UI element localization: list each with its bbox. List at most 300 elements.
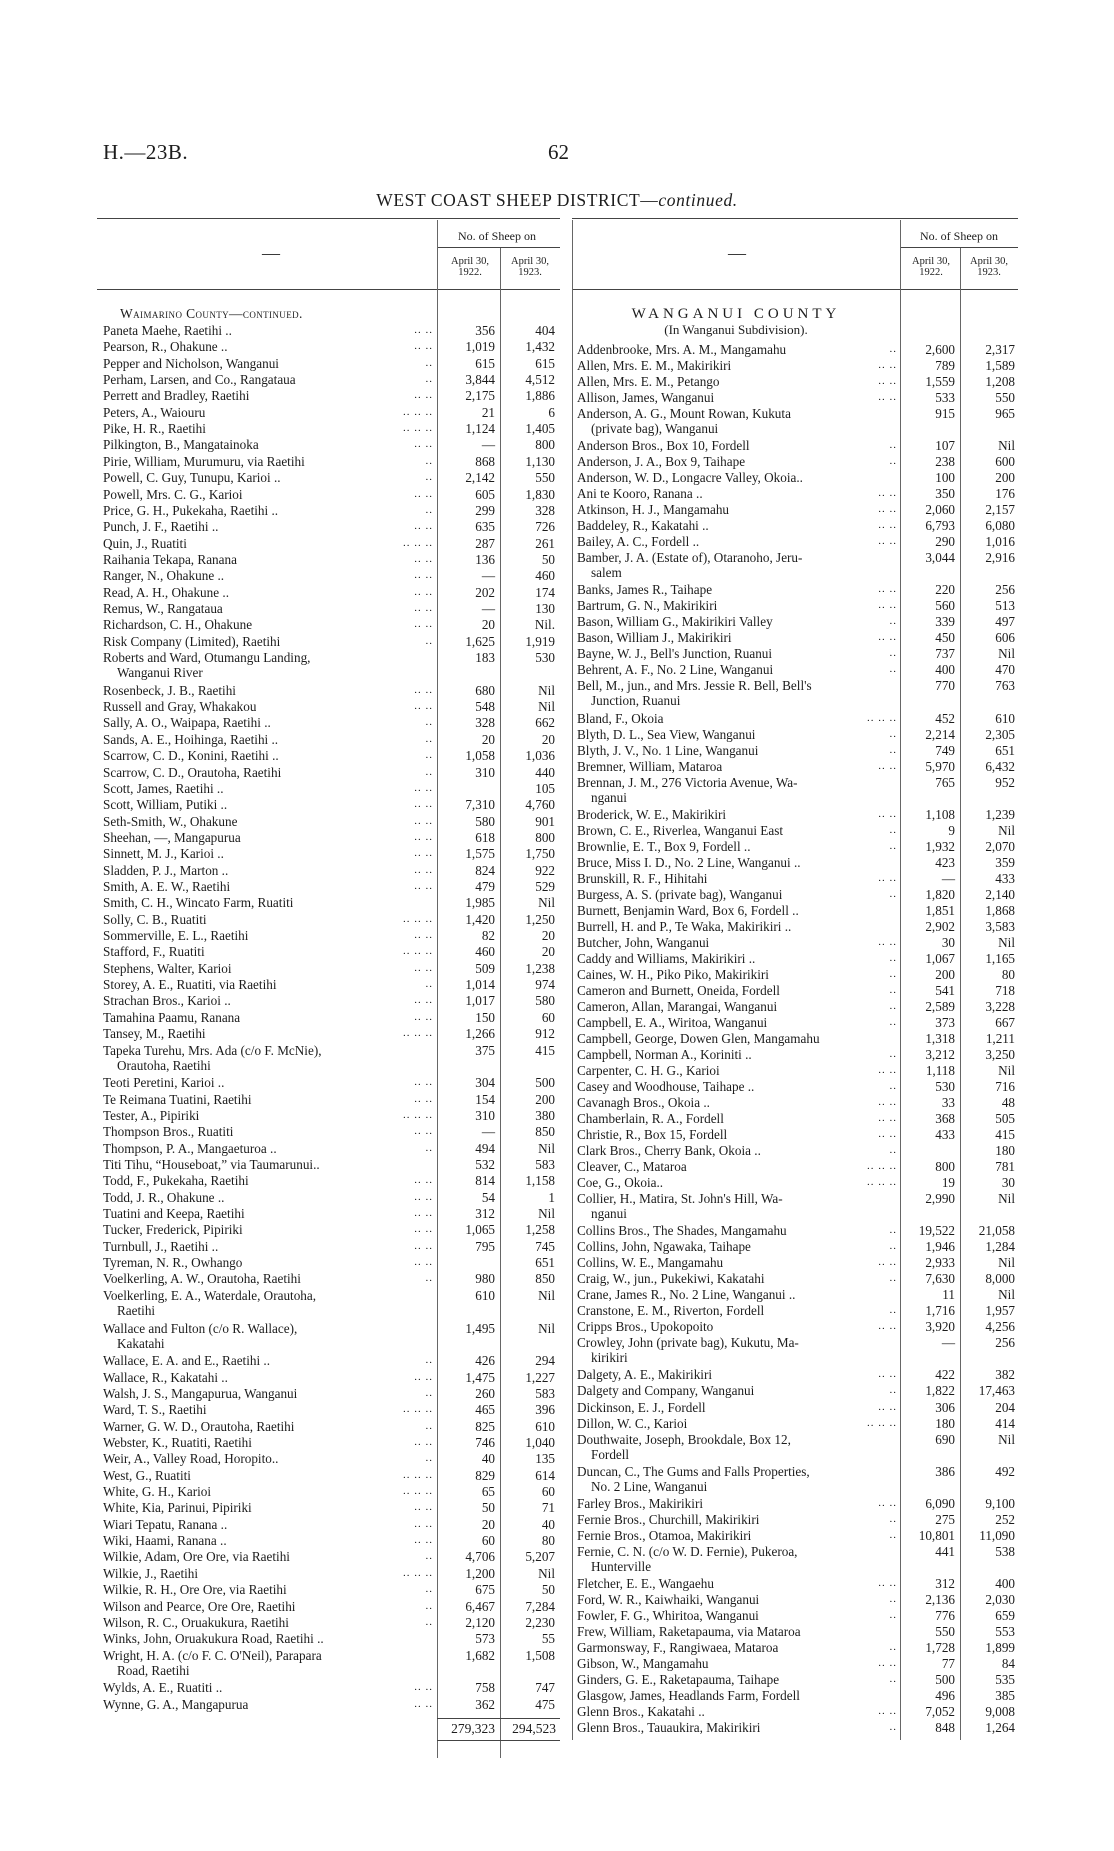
right-table-row xyxy=(577,855,1018,870)
sheep-1923: 529 xyxy=(535,879,555,894)
owner-name: Todd, J. R., Ohakune .. xyxy=(103,1190,225,1205)
sheep-1922: 825 xyxy=(475,1419,495,1434)
left-table-row xyxy=(103,1402,560,1417)
owner-name: Caines, W. H., Piko Piko, Makirikiri xyxy=(577,967,769,982)
sheep-1922: 433 xyxy=(935,1127,955,1142)
left-table-row xyxy=(103,1484,560,1499)
sheep-1922: 100 xyxy=(935,470,955,485)
sheep-1922: 605 xyxy=(475,487,495,502)
right-table-row xyxy=(577,727,1018,742)
leader-dots: .. xyxy=(425,1452,433,1464)
left-table-row xyxy=(103,339,560,354)
leader-dots: .. .. xyxy=(414,1011,433,1023)
sheep-1923: 475 xyxy=(535,1697,555,1712)
sheep-1922: — xyxy=(481,568,495,583)
sheep-1922: 500 xyxy=(935,1672,955,1687)
owner-name: Titi Tihu, “Houseboat,” via Taumarunui.. xyxy=(103,1157,320,1172)
sheep-1923: 7,284 xyxy=(525,1599,555,1614)
left-table-row xyxy=(103,1451,560,1466)
right-table-row xyxy=(577,598,1018,613)
owner-name: Perham, Larsen, and Co., Rangataua xyxy=(103,372,296,387)
owner-name: Brown, C. E., Riverlea, Wanganui East xyxy=(577,823,783,838)
sheep-1922: 400 xyxy=(935,662,955,677)
sheep-1922: 2,933 xyxy=(925,1255,955,1270)
right-top-rule xyxy=(572,218,1018,219)
leader-dots: .. .. xyxy=(878,391,897,403)
leader-dots: .. .. xyxy=(414,1076,433,1088)
left-table-row xyxy=(103,1026,560,1041)
sheep-1922: 260 xyxy=(475,1386,495,1401)
leader-dots: .. xyxy=(889,888,897,900)
sheep-1922: 465 xyxy=(475,1402,495,1417)
sheep-1922: 50 xyxy=(481,1500,495,1515)
sheep-1922: 615 xyxy=(475,356,495,371)
owner-name: Brunskill, R. F., Hihitahi xyxy=(577,871,708,886)
sheep-1922: 848 xyxy=(935,1720,955,1735)
sheep-1923: 6,432 xyxy=(985,759,1015,774)
sheep-1922: 368 xyxy=(935,1111,955,1126)
right-header-col1 xyxy=(902,256,960,278)
leader-dots: .. xyxy=(889,952,897,964)
owner-name: Blyth, D. L., Sea View, Wanganui xyxy=(577,727,756,742)
owner-name-continuation: No. 2 Line, Wanganui xyxy=(591,1479,708,1494)
left-top-rule xyxy=(97,218,560,219)
owner-name: Todd, F., Pukekaha, Raetihi xyxy=(103,1173,249,1188)
owner-name: Allen, Mrs. E. M., Petango xyxy=(577,374,720,389)
sheep-1922: 362 xyxy=(475,1697,495,1712)
sheep-1923: 505 xyxy=(995,1111,1015,1126)
left-table-row xyxy=(103,1124,560,1139)
right-header-col2 xyxy=(960,256,1018,278)
owner-name: Wilkie, R. H., Ore Ore, via Raetihi xyxy=(103,1582,287,1597)
sheep-1922: 560 xyxy=(935,598,955,613)
leader-dots: .. .. xyxy=(878,519,897,531)
left-table-row xyxy=(103,846,560,861)
sheep-1923: 1,957 xyxy=(985,1303,1015,1318)
sheep-1923: 600 xyxy=(995,454,1015,469)
sheep-1923: 80 xyxy=(1001,967,1015,982)
owner-name: Wiari Tepatu, Ranana .. xyxy=(103,1517,228,1532)
owner-name: Sheehan, —, Mangapurua xyxy=(103,830,241,845)
right-table-row xyxy=(577,935,1018,950)
leader-dots: .. xyxy=(889,824,897,836)
sheep-1922: 1,118 xyxy=(925,1063,955,1078)
owner-name: Allen, Mrs. E. M., Makirikiri xyxy=(577,358,732,373)
sheep-1922: 452 xyxy=(935,711,955,726)
owner-name: Bremner, William, Mataroa xyxy=(577,759,723,774)
leader-dots: .. xyxy=(425,1387,433,1399)
right-table-row xyxy=(577,390,1018,405)
right-table-row xyxy=(577,1159,1018,1174)
sheep-1923: 610 xyxy=(995,711,1015,726)
sheep-1923: 492 xyxy=(995,1464,1015,1479)
sheep-1923: 1,284 xyxy=(985,1239,1015,1254)
sheep-1923: 20 xyxy=(541,944,555,959)
sheep-1922: 180 xyxy=(935,1416,955,1431)
sheep-1923: 433 xyxy=(995,871,1015,886)
sheep-1922: 60 xyxy=(481,1533,495,1548)
owner-name-continuation: salem xyxy=(591,565,622,580)
leader-dots: .. .. xyxy=(414,831,433,843)
sheep-1923: 6 xyxy=(548,405,555,420)
left-table-row xyxy=(103,748,560,763)
sheep-1923: 6,080 xyxy=(985,518,1015,533)
owner-name: Stafford, F., Ruatiti xyxy=(103,944,205,959)
sheep-1923: 380 xyxy=(535,1108,555,1123)
leader-dots: .. xyxy=(889,1721,897,1733)
leader-dots: .. xyxy=(425,455,433,467)
owner-name: Campbell, E. A., Wiritoa, Wanganui xyxy=(577,1015,768,1030)
owner-name: Garmonsway, F., Rangiwaea, Mataroa xyxy=(577,1640,779,1655)
sheep-1923: Nil xyxy=(998,438,1015,453)
leader-dots: .. xyxy=(889,968,897,980)
sheep-1922: 426 xyxy=(475,1353,495,1368)
leader-dots: .. .. xyxy=(414,782,433,794)
left-table-row xyxy=(103,437,560,452)
left-table-row xyxy=(103,683,560,698)
sheep-1922: 11 xyxy=(942,1287,955,1302)
owner-name: Voelkerling, E. A., Waterdale, Orautoha, xyxy=(103,1288,317,1303)
leader-dots: .. xyxy=(889,1384,897,1396)
owner-name: Glenn Bros., Kakatahi .. xyxy=(577,1704,705,1719)
sheep-1923: 60 xyxy=(541,1484,555,1499)
right-table-row xyxy=(577,999,1018,1014)
right-section-subtitle: (In Wanganui Subdivision). xyxy=(664,322,808,337)
owner-name: Cranstone, E. M., Riverton, Fordell xyxy=(577,1303,765,1318)
leader-dots: .. .. xyxy=(878,1320,897,1332)
leader-dots: .. .. .. xyxy=(867,1160,897,1172)
sheep-1923: 550 xyxy=(535,470,555,485)
sheep-1923: 40 xyxy=(541,1517,555,1532)
right-table-row xyxy=(577,871,1018,886)
sheep-1923: 400 xyxy=(995,1576,1015,1591)
sheep-1922: 386 xyxy=(935,1464,955,1479)
sheep-1923: Nil xyxy=(538,683,555,698)
leader-dots: .. .. xyxy=(878,1128,897,1140)
left-table-row xyxy=(103,1271,560,1286)
leader-dots: .. .. xyxy=(878,1112,897,1124)
owner-name: Campbell, Norman A., Koriniti .. xyxy=(577,1047,752,1062)
sheep-1923: 952 xyxy=(995,775,1015,790)
leader-dots: .. .. xyxy=(878,535,897,547)
owner-name: White, Kia, Parinui, Pipiriki xyxy=(103,1500,252,1515)
right-table-row xyxy=(577,1095,1018,1110)
sheep-1922: 758 xyxy=(475,1680,495,1695)
sheep-1923: 922 xyxy=(535,863,555,878)
right-col1-line2: 1922. xyxy=(919,267,943,278)
page-header xyxy=(0,140,1114,166)
sheep-1922: 509 xyxy=(475,961,495,976)
owner-name: Richardson, C. H., Ohakune xyxy=(103,617,253,632)
owner-name: Turnbull, J., Raetihi .. xyxy=(103,1239,219,1254)
left-table-row xyxy=(103,487,560,502)
left-table-row xyxy=(103,1353,560,1368)
sheep-1923: 3,583 xyxy=(985,919,1015,934)
sheep-1922: 19,522 xyxy=(918,1223,955,1238)
left-table-row xyxy=(103,1468,560,1483)
owner-name: Bason, William J., Makirikiri xyxy=(577,630,732,645)
leader-dots: .. .. xyxy=(414,1436,433,1448)
sheep-1922: 765 xyxy=(935,775,955,790)
owner-name-continuation: nganui xyxy=(591,790,627,805)
left-table-row xyxy=(103,1615,560,1630)
owner-name: Bartrum, G. N., Makirikiri xyxy=(577,598,718,613)
owner-name: Wright, H. A. (c/o F. C. O'Neil), Parapara xyxy=(103,1648,322,1663)
sheep-1923: 1,208 xyxy=(985,374,1015,389)
left-section-title: Waimarino County—continued. xyxy=(120,306,303,321)
sheep-1922: 1,058 xyxy=(465,748,495,763)
left-header-dash: — xyxy=(262,243,280,263)
sheep-1923: Nil xyxy=(998,1287,1015,1302)
right-table-row xyxy=(577,1175,1018,1190)
right-table-row xyxy=(577,807,1018,822)
leader-dots: .. .. xyxy=(414,962,433,974)
owner-name: Fernie Bros., Otamoa, Makirikiri xyxy=(577,1528,752,1543)
sheep-1922: 533 xyxy=(935,390,955,405)
owner-name: Duncan, C., The Gums and Falls Properties, xyxy=(577,1464,810,1479)
leader-dots: .. xyxy=(889,1513,897,1525)
sheep-1923: 901 xyxy=(535,814,555,829)
owner-name: Scarrow, C. D., Konini, Raetihi .. xyxy=(103,748,279,763)
sheep-1922: 310 xyxy=(475,1108,495,1123)
right-table-row xyxy=(577,1111,1018,1126)
sheep-1922: 183 xyxy=(475,650,495,665)
owner-name: Collins, John, Ngawaka, Taihape xyxy=(577,1239,751,1254)
leader-dots: .. .. xyxy=(414,1223,433,1235)
left-table-row xyxy=(103,1075,560,1090)
right-table-row xyxy=(577,1576,1018,1591)
right-table-row xyxy=(577,967,1018,982)
leader-dots: .. xyxy=(889,1641,897,1653)
owner-name: Dalgety, A. E., Makirikiri xyxy=(577,1367,713,1382)
sheep-1922: 275 xyxy=(935,1512,955,1527)
sheep-1922: 1,728 xyxy=(925,1640,955,1655)
sheep-1923: 659 xyxy=(995,1608,1015,1623)
owner-name: Smith, A. E. W., Raetihi xyxy=(103,879,231,894)
sheep-1923: 414 xyxy=(995,1416,1015,1431)
sheep-1923: 470 xyxy=(995,662,1015,677)
sheep-1922: 77 xyxy=(941,1656,955,1671)
owner-name: Wylds, A. E., Ruatiti .. xyxy=(103,1680,223,1695)
left-header-bottom-rule xyxy=(97,289,560,290)
owner-name: Dillon, W. C., Karioi xyxy=(577,1416,688,1431)
owner-name: Webster, K., Ruatiti, Raetihi xyxy=(103,1435,252,1450)
left-table-row xyxy=(103,879,560,894)
right-table-row xyxy=(577,1624,1018,1639)
owner-name: Fernie Bros., Churchill, Makirikiri xyxy=(577,1512,760,1527)
leader-dots: .. .. .. xyxy=(867,1176,897,1188)
sheep-1923: 20 xyxy=(541,928,555,943)
sheep-1922: 20 xyxy=(481,1517,495,1532)
sheep-1923: 60 xyxy=(541,1010,555,1025)
leader-dots: .. .. xyxy=(878,1064,897,1076)
sheep-1922: 749 xyxy=(935,743,955,758)
sheep-1922: 1,716 xyxy=(925,1303,955,1318)
sheep-1923: 256 xyxy=(995,1335,1015,1350)
left-table-row xyxy=(103,732,560,747)
left-table-row xyxy=(103,1010,560,1025)
sheep-1922: 328 xyxy=(475,715,495,730)
owner-name: Powell, Mrs. C. G., Karioi xyxy=(103,487,243,502)
leader-dots: .. .. xyxy=(414,864,433,876)
owner-name: Stephens, Walter, Karioi xyxy=(103,961,232,976)
sheep-1922: 9 xyxy=(948,823,955,838)
leader-dots: .. .. xyxy=(414,340,433,352)
owner-name: Casey and Woodhouse, Taihape .. xyxy=(577,1079,755,1094)
right-table-row xyxy=(577,887,1018,902)
sheep-1923: 1,158 xyxy=(525,1173,555,1188)
sheep-1922: 635 xyxy=(475,519,495,534)
sheep-1923: 1,405 xyxy=(525,421,555,436)
owner-name: Strachan Bros., Karioi .. xyxy=(103,993,231,1008)
owner-name: Burgess, A. S. (private bag), Wanganui xyxy=(577,887,783,902)
sheep-1922: 30 xyxy=(941,935,955,950)
sheep-1923: 2,230 xyxy=(525,1615,555,1630)
owner-name: Glasgow, James, Headlands Farm, Fordell xyxy=(577,1688,800,1703)
right-table-row xyxy=(577,903,1018,918)
sheep-1923: 11,090 xyxy=(979,1528,1015,1543)
sheep-1923: 974 xyxy=(535,977,555,992)
owner-name-continuation: nganui xyxy=(591,1206,627,1221)
owner-name: Perrett and Bradley, Raetihi xyxy=(103,388,250,403)
sheep-1923: 404 xyxy=(535,323,555,338)
left-table-row xyxy=(103,1599,560,1614)
sheep-1922: 65 xyxy=(481,1484,495,1499)
right-table-row xyxy=(577,1303,1018,1318)
left-table-row xyxy=(103,454,560,469)
leader-dots: .. .. xyxy=(414,602,433,614)
leader-dots: .. .. .. xyxy=(403,1403,433,1415)
leader-dots: .. xyxy=(425,1583,433,1595)
owner-name: Pilkington, B., Mangatainoka xyxy=(103,437,259,452)
leader-dots: .. .. xyxy=(878,631,897,643)
leader-dots: .. xyxy=(889,1593,897,1605)
sheep-1923: 662 xyxy=(535,715,555,730)
sheep-1923: 606 xyxy=(995,630,1015,645)
sheep-1923: 1,040 xyxy=(525,1435,555,1450)
left-header-col2 xyxy=(500,256,560,278)
owner-name: Warner, G. W. D., Orautoha, Raetihi xyxy=(103,1419,295,1434)
sheep-1922: 3,844 xyxy=(465,372,495,387)
sheep-1922: 2,990 xyxy=(925,1191,955,1206)
owner-name: Ward, T. S., Raetihi xyxy=(103,1402,207,1417)
leader-dots: .. .. xyxy=(878,808,897,820)
sheep-1922: 20 xyxy=(481,732,495,747)
left-table-row xyxy=(103,781,560,796)
owner-name: Burrell, H. and P., Te Waka, Makirikiri .. xyxy=(577,919,792,934)
sheep-1923: 614 xyxy=(535,1468,555,1483)
leader-dots: .. .. xyxy=(878,1705,897,1717)
sheep-1923: 180 xyxy=(995,1143,1015,1158)
right-table-row xyxy=(577,646,1018,661)
owner-name: Bayne, W. J., Bell's Junction, Ruanui xyxy=(577,646,773,661)
sheep-1922: 20 xyxy=(481,617,495,632)
right-table-row xyxy=(577,1319,1018,1334)
leader-dots: .. xyxy=(889,1529,897,1541)
owner-name: Butcher, John, Wanganui xyxy=(577,935,710,950)
leader-dots: .. .. xyxy=(878,583,897,595)
owner-name: White, G. H., Karioi xyxy=(103,1484,212,1499)
owner-name: Paneta Maehe, Raetihi .. xyxy=(103,323,232,338)
leader-dots: .. .. xyxy=(878,487,897,499)
right-table-row xyxy=(577,1191,1018,1221)
sheep-1923: Nil xyxy=(998,823,1015,838)
sheep-1922: 550 xyxy=(935,1624,955,1639)
sheep-1922: 532 xyxy=(475,1157,495,1172)
right-col1-line1: April 30, xyxy=(912,256,950,267)
leader-dots: .. .. xyxy=(878,1401,897,1413)
left-table-row xyxy=(103,895,560,910)
owner-name: Wilkie, J., Raetihi xyxy=(103,1566,199,1581)
leader-dots: .. .. xyxy=(878,1577,897,1589)
right-col2-line2: 1923. xyxy=(977,267,1001,278)
owner-name: Craig, W., jun., Pukekiwi, Kakatahi xyxy=(577,1271,765,1286)
right-table-row xyxy=(577,983,1018,998)
sheep-1923: 1,750 xyxy=(525,846,555,861)
sheep-1923: Nil xyxy=(998,1191,1015,1206)
leader-dots: .. xyxy=(889,1000,897,1012)
leader-dots: .. .. xyxy=(414,880,433,892)
owner-name: Pike, H. R., Raetihi xyxy=(103,421,206,436)
leader-dots: .. xyxy=(889,1048,897,1060)
sheep-1922: 479 xyxy=(475,879,495,894)
leader-dots: .. xyxy=(889,1080,897,1092)
owner-name: Storey, A. E., Ruatiti, via Raetihi xyxy=(103,977,277,992)
left-table-row xyxy=(103,1582,560,1597)
owner-name: Bell, M., jun., and Mrs. Jessie R. Bell, Bell's xyxy=(577,678,812,693)
left-table-row xyxy=(103,1517,560,1532)
owner-name: Ranger, N., Ohakune .. xyxy=(103,568,225,583)
sheep-1922: 494 xyxy=(475,1141,495,1156)
left-table-row xyxy=(103,1697,560,1712)
sheep-1923: 130 xyxy=(535,601,555,616)
owner-name-continuation: Raetihi xyxy=(117,1303,156,1318)
sheep-1923: 530 xyxy=(535,650,555,665)
leader-dots: .. .. .. xyxy=(403,1485,433,1497)
sheep-1922: 107 xyxy=(935,438,955,453)
sheep-1923: 204 xyxy=(995,1400,1015,1415)
owner-name: Scarrow, C. D., Orautoha, Raetihi xyxy=(103,765,282,780)
sheep-1922: 6,793 xyxy=(925,518,955,533)
leader-dots: .. xyxy=(425,1272,433,1284)
right-table-row xyxy=(577,582,1018,597)
owner-name: West, G., Ruatiti xyxy=(103,1468,191,1483)
sheep-1923: 9,100 xyxy=(985,1496,1015,1511)
sheep-1923: Nil xyxy=(538,1141,555,1156)
owner-name: Price, G. H., Pukekaha, Raetihi .. xyxy=(103,503,279,518)
left-table-row xyxy=(103,388,560,403)
sheep-1923: 382 xyxy=(995,1367,1015,1382)
right-col2-line1: April 30, xyxy=(970,256,1008,267)
owner-name: Ginders, G. E., Raketapauma, Taihape xyxy=(577,1672,780,1687)
left-table-row xyxy=(103,601,560,616)
right-table-row xyxy=(577,1720,1018,1735)
left-col1-line2: 1922. xyxy=(458,267,482,278)
sheep-1922: 299 xyxy=(475,503,495,518)
owner-name-continuation: Junction, Ruanui xyxy=(591,693,681,708)
sheep-1923: 651 xyxy=(995,743,1015,758)
sheep-1922: 1,124 xyxy=(465,421,495,436)
left-table-row xyxy=(103,977,560,992)
sheep-1923: 1,589 xyxy=(985,358,1015,373)
sheep-1922: 1,575 xyxy=(465,846,495,861)
sheep-1922: 1,420 xyxy=(465,912,495,927)
sheep-1923: 538 xyxy=(995,1544,1015,1559)
sheep-1922: 150 xyxy=(475,1010,495,1025)
right-table-row xyxy=(577,1672,1018,1687)
owner-name: Sladden, P. J., Marton .. xyxy=(103,863,229,878)
owner-name: Brennan, J. M., 276 Victoria Avenue, Wa- xyxy=(577,775,798,790)
